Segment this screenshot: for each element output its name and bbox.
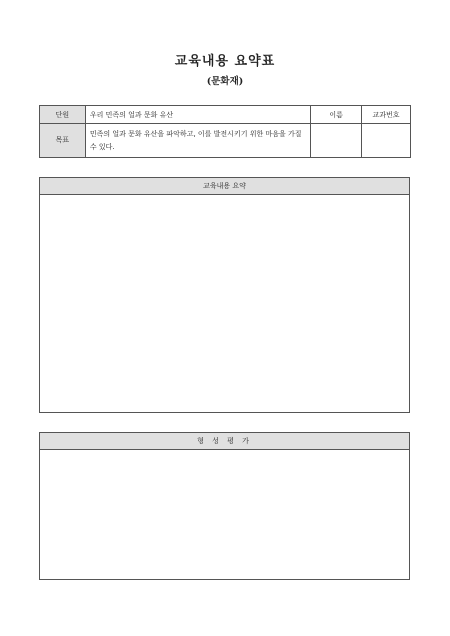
id-label: 교과번호 [362,106,411,124]
unit-label: 단원 [40,106,86,124]
goal-label: 목표 [40,124,86,158]
evaluation-content-area[interactable] [40,450,409,580]
document-subtitle: (문화재) [206,76,244,87]
summary-header: 교육내용 요약 [40,178,409,195]
goal-row [40,124,411,158]
unit-row [40,106,411,124]
evaluation-header: 형 성 평 가 [40,433,409,450]
info-table [39,105,411,158]
document-title: 교육내용 요약표 [174,54,276,69]
evaluation-section [39,432,410,580]
summary-content-area[interactable] [40,195,409,413]
name-field[interactable] [311,124,362,158]
summary-section [39,177,410,413]
name-label: 이름 [311,106,362,124]
unit-value: 우리 민족의 얼과 문화 유산 [85,106,310,124]
id-field[interactable] [362,124,411,158]
goal-value: 민족의 얼과 문화 유산을 파악하고, 이를 발전시키기 위한 마음을 가질 수 있다. [85,124,310,158]
